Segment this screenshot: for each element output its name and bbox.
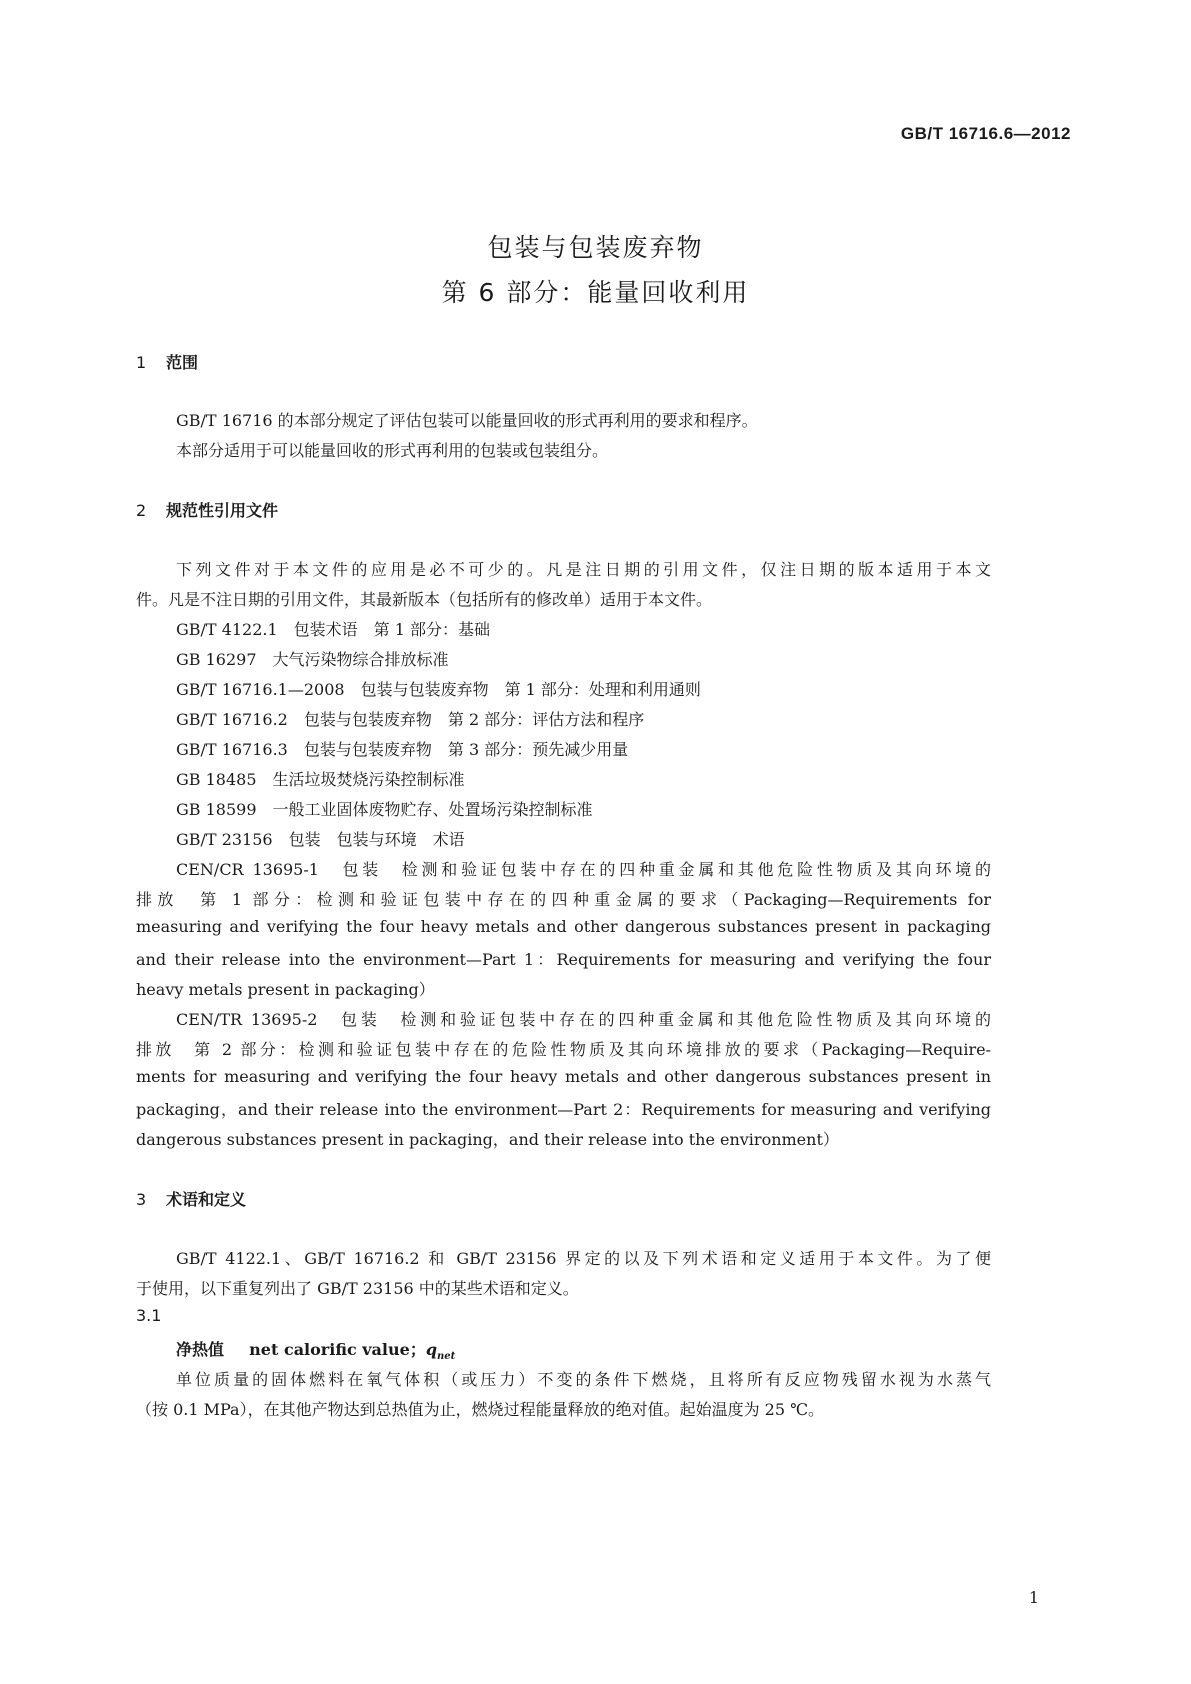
section-title: 规范性引用文件: [166, 501, 279, 520]
document-title-line2: 第 6 部分：能量回收利用: [441, 278, 750, 307]
cen-reference-2-line1: CEN/TR 13695-2 包装 检测和验证包装中存在的四种重金属和其他危险性物质及其向环境的: [176, 1010, 991, 1029]
page-number: 1: [1028, 1588, 1039, 1607]
section-3-heading: [136, 1187, 246, 1210]
section-1-heading: [136, 350, 198, 373]
reference-item: GB/T 16716.3 包装与包装废弃物 第 3 部分：预先减少用量: [176, 740, 629, 759]
section-3-intro-line2: 于使用，以下重复列出了 GB/T 23156 中的某些术语和定义。: [136, 1279, 579, 1298]
cen-reference-2-line5: dangerous substances present in packaging，and their release into the environment）: [136, 1130, 839, 1149]
term-symbol: q: [425, 1340, 438, 1359]
reference-item: GB 18485 生活垃圾焚烧污染控制标准: [176, 770, 465, 789]
cen-reference-2-line4: packaging，and their release into the environment—Part 2：Requirements for measuring and verifying: [136, 1100, 992, 1119]
section-3-intro-line1: GB/T 4122.1、GB/T 16716.2 和 GB/T 23156 界定的以及下列术语和定义适用于本文件。为了便: [176, 1249, 991, 1268]
section-1-paragraph-2: 本部分适用于可以能量回收的形式再利用的包装或包装组分。: [176, 441, 609, 460]
section-number: 1: [136, 353, 147, 372]
reference-item: GB 16297 大气污染物综合排放标准: [176, 650, 449, 669]
term-english: net calorific value；: [249, 1340, 426, 1359]
cen-reference-2-line2: 排放 第 2 部分：检测和验证包装中存在的危险性物质及其向环境排放的要求（Packaging—Require-: [136, 1040, 991, 1059]
cen-reference-2-line3: ments for measuring and verifying the four heavy metals and other dangerous substances present in: [136, 1067, 991, 1086]
cen-reference-1-line4: and their release into the environment—Part 1：Requirements for measuring and verifying the four: [136, 950, 991, 969]
section-title: 范围: [166, 353, 199, 372]
definition-line1: 单位质量的固体燃料在氧气体积（或压力）不变的条件下燃烧，且将所有反应物残留水视为水蒸气: [176, 1370, 991, 1389]
standard-code: GB/T 16716.6—2012: [900, 124, 1071, 143]
cen-reference-1-line2: 排放 第 1 部分：检测和验证包装中存在的四种重金属的要求（Packaging—Requirements for: [136, 890, 991, 909]
cen-reference-1-line1: CEN/CR 13695-1 包装 检测和验证包装中存在的四种重金属和其他危险性物质及其向环境的: [176, 860, 991, 879]
reference-item: GB 18599 一般工业固体废物贮存、处置场污染控制标准: [176, 800, 593, 819]
document-title-line1: 包装与包装废弃物: [487, 233, 704, 262]
section-2-heading: [136, 498, 278, 521]
cen-reference-1-line5: heavy metals present in packaging）: [136, 980, 435, 999]
term-symbol-subscript: net: [437, 1351, 456, 1363]
section-2-intro-line2: 件。凡是不注日期的引用文件，其最新版本（包括所有的修改单）适用于本文件。: [136, 590, 713, 609]
section-1-paragraph-1: GB/T 16716 的本部分规定了评估包装可以能量回收的形式再利用的要求和程序。: [176, 411, 758, 430]
term-entry: [176, 1337, 455, 1362]
term-chinese: 净热值: [176, 1340, 225, 1359]
section-number: 2: [136, 501, 147, 520]
reference-item: GB/T 4122.1 包装术语 第 1 部分：基础: [176, 620, 491, 639]
subclause-number: 3.1: [136, 1306, 162, 1325]
reference-item: GB/T 16716.1—2008 包装与包装废弃物 第 1 部分：处理和利用通则: [176, 680, 701, 699]
definition-line2: （按 0.1 MPa），在其他产物达到总热值为止，燃烧过程能量释放的绝对值。起始温度为 25 ℃。: [136, 1400, 825, 1419]
section-number: 3: [136, 1190, 147, 1209]
section-title: 术语和定义: [166, 1190, 247, 1209]
reference-item: GB/T 23156 包装 包装与环境 术语: [176, 830, 465, 849]
section-2-intro-line1: 下列文件对于本文件的应用是必不可少的。凡是注日期的引用文件，仅注日期的版本适用于本文: [176, 560, 991, 579]
reference-item: GB/T 16716.2 包装与包装废弃物 第 2 部分：评估方法和程序: [176, 710, 645, 729]
cen-reference-1-line3: measuring and verifying the four heavy metals and other dangerous substances present in packaging: [136, 917, 991, 936]
